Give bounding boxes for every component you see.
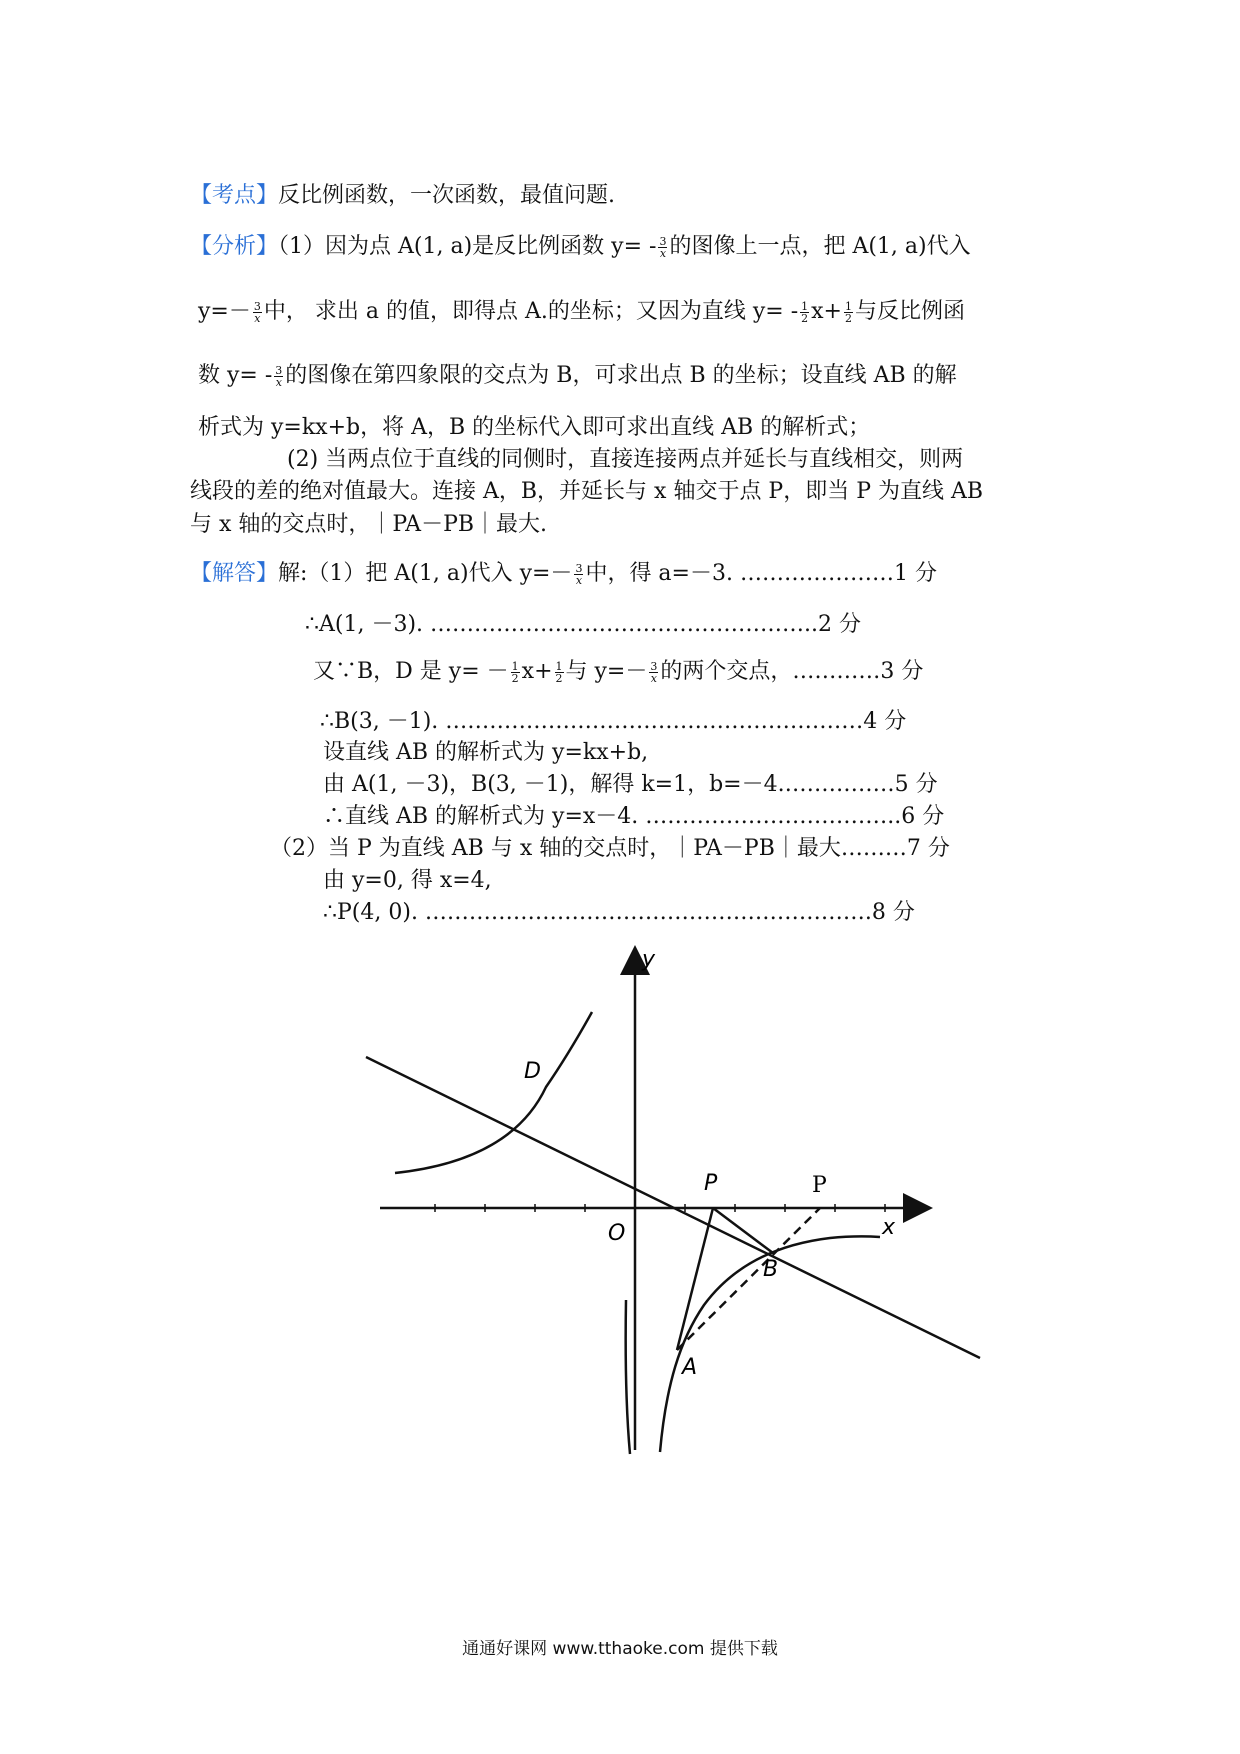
jieda-text: 又∵B，D 是 y= －: [313, 659, 509, 684]
jieda-text: x+: [521, 659, 553, 684]
jieda-line-10: ∴P(4, 0). …………………………………………………….8 分: [323, 900, 915, 925]
label-x: x: [882, 1215, 896, 1240]
fenxi-line-2: [198, 297, 965, 327]
fenxi-line-4: 析式为 y=kx+b，将 A，B 的坐标代入即可求出直线 AB 的解析式；: [198, 415, 871, 440]
fenxi-line-7: 与 x 轴的交点时，｜PA－PB｜最大.: [190, 512, 548, 537]
frac-den: 2: [844, 311, 852, 325]
jieda-line-6: 由 A(1, －3)，B(3, －1)，解得 k=1，b=－4.……………5 分: [323, 772, 938, 797]
label-b: B: [763, 1257, 779, 1282]
segment-pa: [677, 1208, 713, 1350]
jieda-line-8: （2）当 P 为直线 AB 与 x 轴的交点时，｜PA－PB｜最大………7 分: [270, 836, 950, 861]
frac-num: 3: [253, 299, 261, 313]
label-d: D: [524, 1059, 541, 1084]
frac-num: 1: [844, 299, 852, 313]
jieda-text: 的两个交点，…………3 分: [660, 659, 924, 684]
frac-num: 3: [659, 234, 667, 248]
jieda-line-2: ∴A(1, －3). ……………………………………………..2 分: [305, 612, 861, 637]
frac-num: 1: [511, 659, 519, 673]
curve-near-axis: [626, 1300, 630, 1454]
frac-num: 3: [650, 659, 658, 673]
fenxi-text: 的图像在第四象限的交点为 B，可求出点 B 的坐标；设直线 AB 的解: [285, 363, 957, 388]
coordinate-figure: [360, 940, 1000, 1470]
fenxi-text: y=－: [198, 299, 251, 324]
frac-den: x: [275, 375, 282, 389]
fenxi-text: 中， 求出 a 的值，即得点 A.的坐标；又因为直线 y= -: [263, 299, 799, 324]
frac-den: 2: [801, 311, 809, 325]
kaodian-text: 反比例函数，一次函数，最值问题.: [278, 183, 616, 208]
frac-den: x: [650, 671, 657, 685]
fraction: [574, 563, 583, 586]
fraction: [844, 301, 853, 324]
fenxi-tag: 【分析】: [190, 234, 279, 259]
kaodian-tag: 【考点】: [190, 183, 279, 208]
kaodian-line: [190, 181, 615, 211]
frac-den: x: [254, 311, 261, 325]
label-y: y: [642, 947, 656, 972]
jieda-line-5: 设直线 AB 的解析式为 y=kx+b,: [323, 740, 649, 765]
frac-den: x: [575, 573, 583, 587]
fenxi-line-6: 线段的差的绝对值最大。连接 A，B，并延长与 x 轴交于点 P，即当 P 为直线 AB: [190, 479, 984, 504]
fenxi-text: 数 y= -: [198, 363, 273, 388]
label-a: A: [682, 1355, 698, 1380]
footer: 通通好课网 www.tthaoke.com 提供下载: [462, 1639, 778, 1659]
frac-num: 3: [275, 363, 283, 377]
hyperbola-upper-branch: [395, 1012, 592, 1173]
label-p: P: [704, 1171, 718, 1196]
jieda-text: 中，得 a=－3. …………………1 分: [585, 561, 937, 586]
jieda-line-7: ∴直线 AB 的解析式为 y=x－4. ……………………………..6 分: [323, 804, 945, 829]
frac-num: 3: [575, 561, 583, 575]
frac-den: 2: [555, 671, 563, 685]
jieda-line-9: 由 y=0, 得 x=4,: [323, 868, 492, 893]
fraction: [511, 661, 520, 684]
fraction: [658, 236, 667, 259]
frac-num: 1: [555, 659, 563, 673]
frac-num: 1: [801, 299, 809, 313]
fraction: [555, 661, 564, 684]
jieda-line-3: [313, 657, 923, 687]
fraction: [800, 301, 809, 324]
fenxi-text: 与反比例函: [854, 299, 965, 324]
fenxi-line-1: [190, 232, 971, 262]
jieda-tag: 【解答】: [190, 561, 279, 586]
fenxi-line-3: [198, 361, 957, 391]
jieda-line-4: ∴B(3, －1). …………………………………………………4 分: [320, 709, 907, 734]
fenxi-text: 的图像上一点，把 A(1, a)代入: [669, 234, 971, 259]
jieda-line-1: [190, 559, 937, 589]
fenxi-text: x+: [811, 299, 842, 324]
label-p-prime: P: [812, 1173, 827, 1198]
fraction: [274, 365, 283, 388]
jieda-text: 解:（1）把 A(1, a)代入 y=－: [278, 561, 573, 586]
jieda-text: 与 y=－: [565, 659, 648, 684]
frac-den: 2: [511, 671, 519, 685]
label-origin: O: [608, 1221, 626, 1246]
frac-den: x: [659, 246, 667, 260]
dashed-line-ap: [677, 1208, 820, 1350]
fraction: [253, 301, 262, 324]
fenxi-line-5: (2) 当两点位于直线的同侧时，直接连接两点并延长与直线相交，则两: [287, 447, 964, 472]
fraction: [649, 661, 658, 684]
fenxi-text: （1）因为点 A(1, a)是反比例函数 y= -: [278, 234, 657, 259]
